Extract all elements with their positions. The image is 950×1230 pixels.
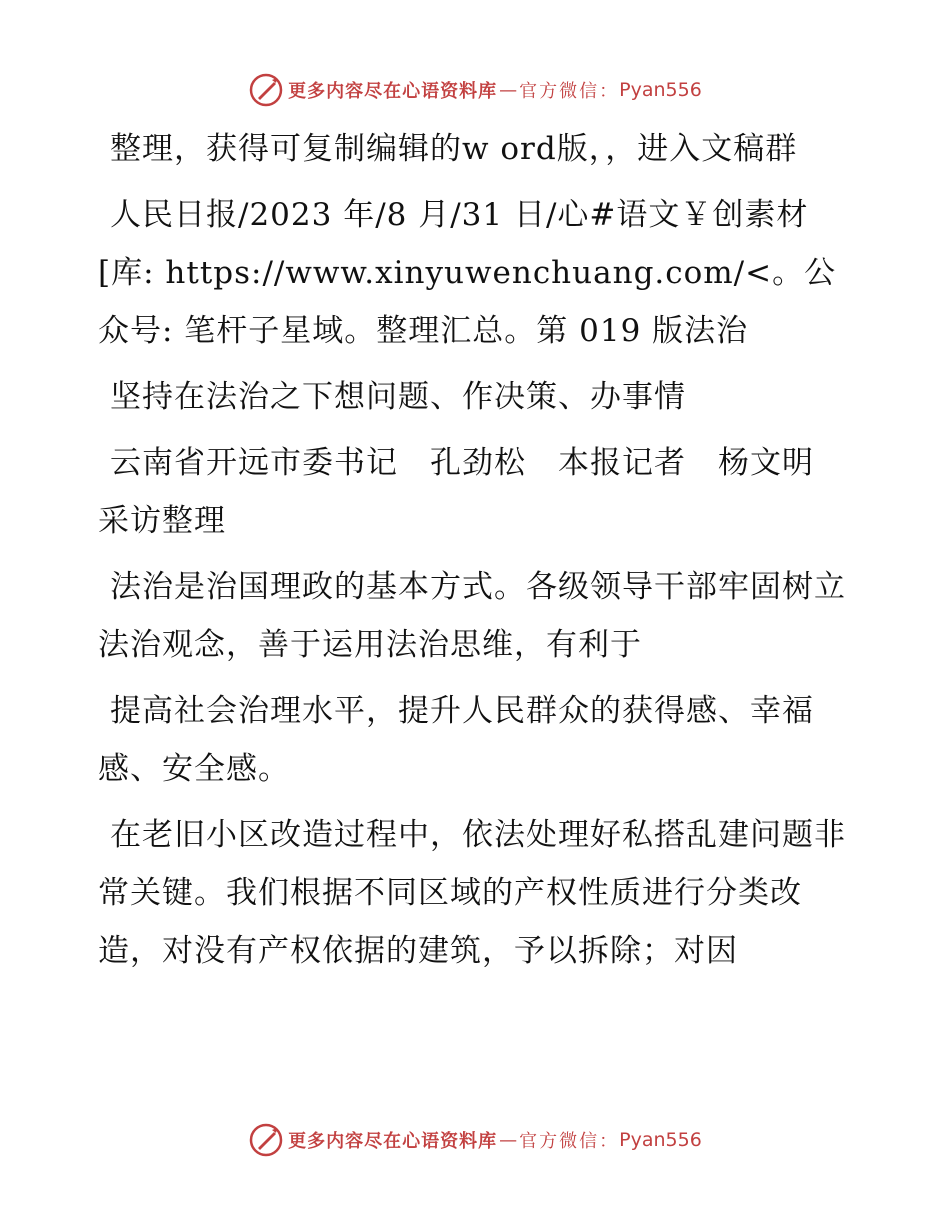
- footer-wechat-id: Pyan556: [619, 1129, 702, 1151]
- document-body: [98, 120, 858, 988]
- article-byline: 云南省开远市委书记 孔劲松 本报记者 杨文明 采访整理: [98, 445, 846, 539]
- header-site-text: 更多内容尽在心语资料库: [288, 81, 498, 102]
- paragraph-body-3: 在老旧小区改造过程中，依法处理好私搭乱建问题非常关键。我们根据不同区域的产权性质进行分类改造，对没有产权依据的建筑，予以拆除；对因: [98, 817, 846, 969]
- paragraph-body-2: 提高社会治理水平，提升人民群众的获得感、幸福感、安全感。: [98, 693, 814, 787]
- logo-icon: [248, 1122, 284, 1158]
- paragraph-source: 人民日报/2023 年/8 月/31 日/心#语文￥创素材[库: https://www.xinyuwenchuang.com/<。公众号: 笔杆子星域。整理汇总。第 019 版法治: [98, 197, 837, 349]
- logo-icon: [248, 72, 284, 108]
- header-wechat-id: Pyan556: [619, 79, 702, 101]
- article-title: 坚持在法治之下想问题、作决策、办事情: [110, 379, 686, 415]
- footer-wechat-label: 官方微信：: [519, 1131, 620, 1152]
- paragraph-body-1: 法治是治国理政的基本方式。各级领导干部牢固树立法治观念，善于运用法治思维，有利于: [98, 569, 846, 663]
- paragraph-intro: 整理，获得可复制编辑的w ord版，，进入文稿群: [110, 131, 798, 167]
- header-wechat-label: 官方微信：: [519, 81, 620, 102]
- header-separator: —: [499, 79, 518, 101]
- footer-separator: —: [499, 1129, 518, 1151]
- header-banner: [0, 70, 950, 110]
- footer-banner: [0, 1120, 950, 1160]
- footer-site-text: 更多内容尽在心语资料库: [288, 1131, 498, 1152]
